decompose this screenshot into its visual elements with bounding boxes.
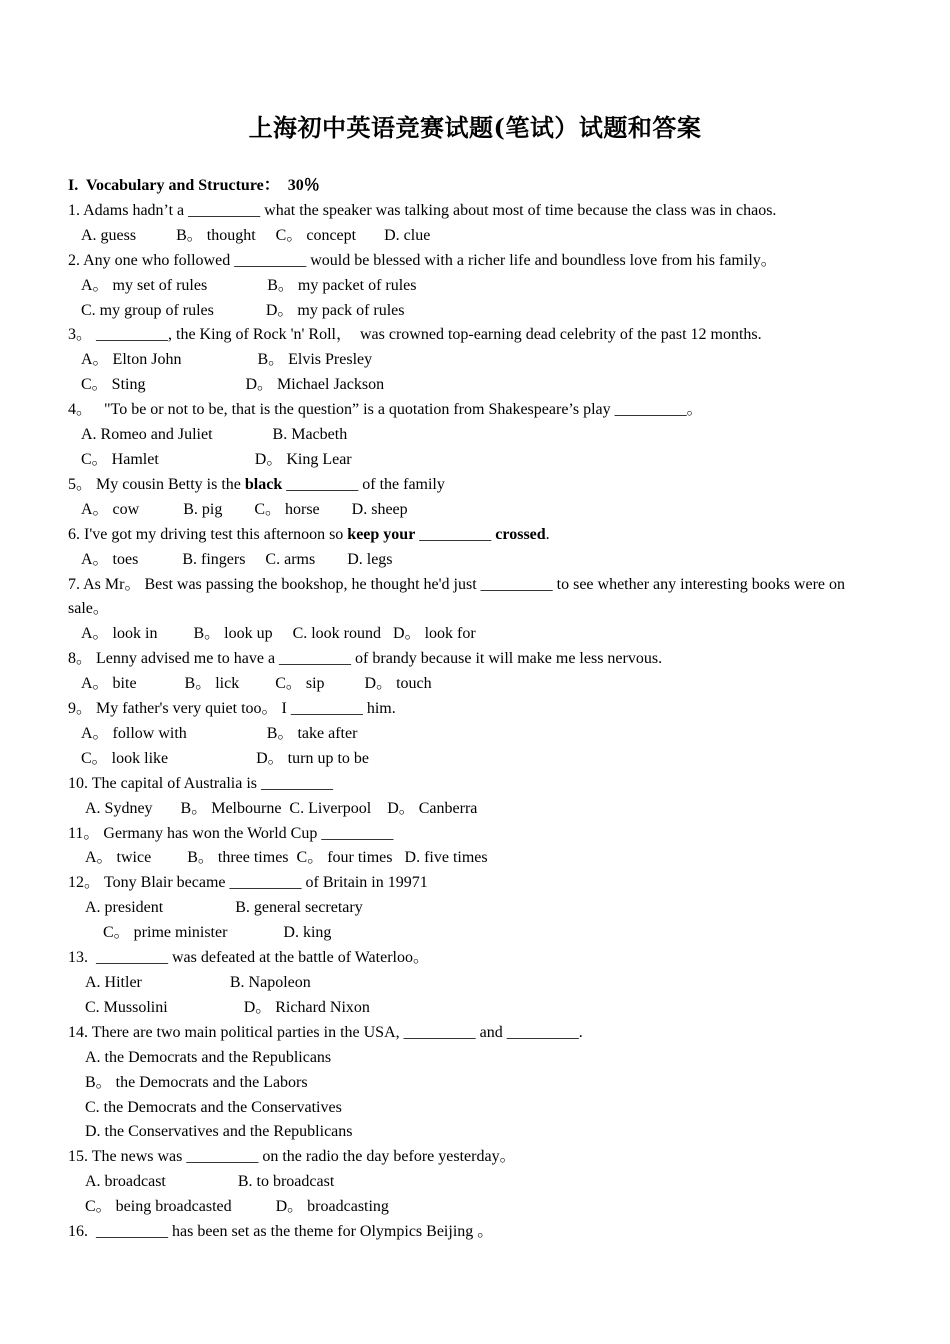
answer-options-q10-options: A. Sydney B。 Melbourne C. Liverpool D。 Canberra <box>85 799 478 817</box>
question-q11: 11。 Germany has won the World Cup _________ <box>68 824 394 842</box>
question-q5 <box>68 473 888 498</box>
answer-options-q5-options: A。 cow B. pig C。 horse D. sheep <box>81 500 408 518</box>
question-q4: 4。 "To be or not to be, that is the question” is a quotation from Shakespeare’s play _________。 <box>68 401 703 419</box>
q5-text-part: black <box>244 475 283 493</box>
answer-options-q13-options-a: A. Hitler B. Napoleon <box>85 974 311 991</box>
answer-options-q3-options-a: A。 Elton John B。 Elvis Presley <box>81 351 373 369</box>
question-q13: 13. _________ was defeated at the battle of Waterloo。 <box>68 949 429 967</box>
question-q12: 12。 Tony Blair became _________ of Britain in 19971 <box>68 874 428 892</box>
answer-options-q14-option-d: D. the Conservatives and the Republicans <box>85 1123 353 1141</box>
answer-options-q9-options-a: A。 follow with B。 take after <box>81 724 358 742</box>
answer-options-q4-options-a: A. Romeo and Juliet B. Macbeth <box>81 426 348 444</box>
answer-options-q6-options: A。 toes B. fingers C. arms D. legs <box>81 550 393 568</box>
answer-options-q15-options-b: C。 being broadcasted D。 broadcasting <box>85 1198 389 1216</box>
answer-options-q14-option-a: A. the Democrats and the Republicans <box>85 1048 332 1066</box>
q6-text-part: . <box>545 525 550 543</box>
question-q8: 8。 Lenny advised me to have a _________ of brandy because it will make me less nervous. <box>68 650 663 668</box>
question-q14: 14. There are two main political parties in the USA, _________ and _________. <box>68 1023 583 1041</box>
answer-options-q12-options-b: C。 prime minister D. king <box>103 924 332 942</box>
q5-text-part: _________ of the family <box>282 475 445 493</box>
answer-options-q4-options-b: C。 Hamlet D。 King Lear <box>81 450 352 468</box>
answer-options-q8-options: A。 bite B。 lick C。 sip D。 touch <box>81 675 432 693</box>
question-list <box>68 174 888 1245</box>
section-heading: I. Vocabulary and Structure： 30％ <box>68 177 320 194</box>
answer-options-q12-options-a: A. president B. general secretary <box>85 899 363 917</box>
q5-text-part: 5。 My cousin Betty is the <box>68 475 245 493</box>
answer-options-q2-options-b: C. my group of rules D。 my pack of rules <box>81 301 405 319</box>
answer-options-q11-options: A。 twice B。 three times C。 four times D. five times <box>85 849 488 867</box>
question-q9: 9。 My father's very quiet too。 I _________ him. <box>68 700 396 718</box>
answer-options-q14-option-b: B。 the Democrats and the Labors <box>85 1073 308 1091</box>
answer-options-q7-options: A。 look in B。 look up C. look round D。 look for <box>81 625 476 643</box>
question-q6 <box>68 523 888 548</box>
question-q2: 2. Any one who followed _________ would be blessed with a richer life and boundless love from his family。 <box>68 251 777 269</box>
answer-options-q2-options-a: A。 my set of rules B。 my packet of rules <box>81 276 417 294</box>
q6-text-part: keep your <box>347 525 416 543</box>
question-q10: 10. The capital of Australia is _________ <box>68 774 333 792</box>
question-q3: 3。 _________, the King of Rock 'n' Roll， was crowned top-earning dead celebrity of the past 12 months. <box>68 326 762 344</box>
q6-text-part: 6. I've got my driving test this afternoon so <box>68 525 348 543</box>
answer-options-q15-options-a: A. broadcast B. to broadcast <box>85 1173 335 1191</box>
answer-options-q14-option-c: C. the Democrats and the Conservatives <box>85 1098 342 1116</box>
question-q15: 15. The news was _________ on the radio the day before yesterday。 <box>68 1148 516 1166</box>
question-q1: 1. Adams hadn’t a _________ what the speaker was talking about most of time because the class was in chaos. <box>68 201 777 219</box>
answer-options-q3-options-b: C。 Sting D。 Michael Jackson <box>81 376 385 394</box>
question-q7: 7. As Mr。 Best was passing the bookshop, he thought he'd just _________ to see whether any interesting books were on sale。 <box>68 575 846 618</box>
answer-options-q9-options-b: C。 look like D。 turn up to be <box>81 749 369 767</box>
question-q16: 16. _________ has been set as the theme for Olympics Beijing 。 <box>68 1223 494 1241</box>
answer-options-q1-options: A. guess B。 thought C。 concept D. clue <box>81 226 431 244</box>
q6-text-part: _________ <box>415 525 496 543</box>
page-title: 上海初中英语竞赛试题(笔试）试题和答案 <box>248 113 702 142</box>
q6-text-part: crossed <box>495 525 546 543</box>
answer-options-q13-options-b: C. Mussolini D。 Richard Nixon <box>85 998 370 1016</box>
